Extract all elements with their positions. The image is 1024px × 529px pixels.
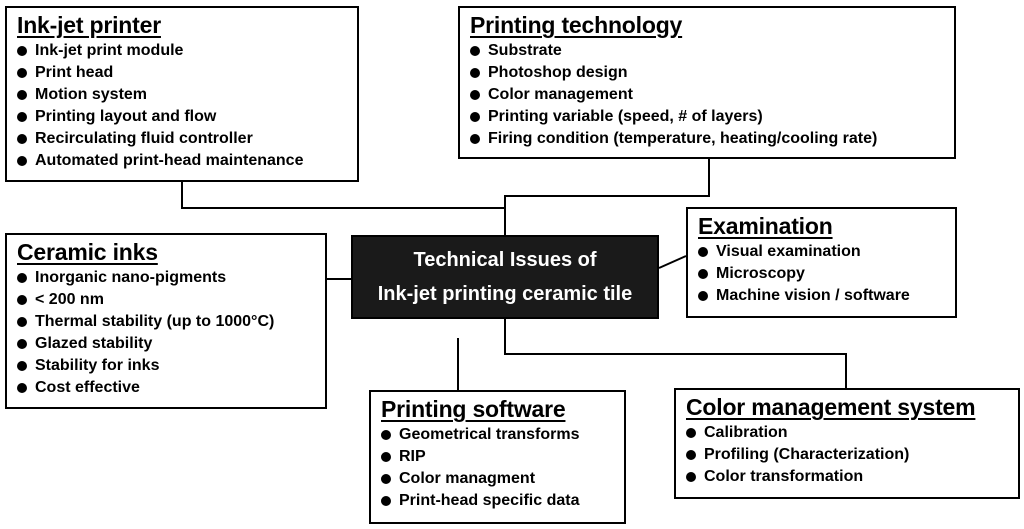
item-label: Recirculating fluid controller bbox=[35, 130, 253, 147]
item-label: RIP bbox=[399, 448, 426, 465]
item-label: Firing condition (temperature, heating/cooling rate) bbox=[488, 130, 878, 147]
list-item bbox=[470, 128, 946, 150]
item-label: Color managment bbox=[399, 470, 536, 487]
bullet-icon bbox=[470, 112, 480, 122]
list-item bbox=[381, 490, 616, 512]
item-label: Photoshop design bbox=[488, 64, 628, 81]
box-title-printing-software: Printing software bbox=[381, 396, 566, 422]
connector-printing-technology bbox=[505, 159, 709, 235]
bullet-icon bbox=[17, 383, 27, 393]
list-item bbox=[470, 106, 946, 128]
item-label: Inorganic nano-pigments bbox=[35, 269, 227, 286]
item-label: Substrate bbox=[488, 42, 562, 59]
list-item bbox=[470, 40, 946, 62]
item-label: Profiling (Characterization) bbox=[704, 446, 910, 463]
bullet-icon bbox=[17, 68, 27, 78]
list-item bbox=[17, 289, 317, 311]
list-item bbox=[17, 333, 317, 355]
list-item bbox=[17, 311, 317, 333]
box-title-color-management-system: Color management system bbox=[686, 394, 976, 420]
box-inkjet-printer bbox=[5, 6, 359, 182]
bullet-icon bbox=[698, 269, 708, 279]
item-list-color-management-system bbox=[686, 422, 1010, 488]
bullet-icon bbox=[470, 90, 480, 100]
bullet-icon bbox=[381, 452, 391, 462]
bullet-icon bbox=[17, 46, 27, 56]
item-list-printing-technology bbox=[470, 40, 946, 150]
item-label: < 200 nm bbox=[35, 291, 104, 308]
item-label: Motion system bbox=[35, 86, 148, 103]
list-item bbox=[17, 267, 317, 289]
center-topic-box bbox=[351, 235, 659, 319]
bullet-icon bbox=[470, 46, 480, 56]
list-item bbox=[698, 241, 947, 263]
list-item bbox=[381, 468, 616, 490]
item-label: Print-head specific data bbox=[399, 492, 580, 509]
bullet-icon bbox=[17, 134, 27, 144]
bullet-icon bbox=[698, 291, 708, 301]
item-label: Machine vision / software bbox=[716, 287, 910, 304]
box-title-examination: Examination bbox=[698, 213, 833, 239]
list-item bbox=[698, 263, 947, 285]
box-printing-technology bbox=[458, 6, 956, 159]
item-list-examination bbox=[698, 241, 947, 307]
bullet-icon bbox=[17, 295, 27, 305]
bullet-icon bbox=[470, 68, 480, 78]
box-color-management-system bbox=[674, 388, 1020, 499]
box-title-ceramic-inks: Ceramic inks bbox=[17, 239, 158, 265]
bullet-icon bbox=[17, 361, 27, 371]
bullet-icon bbox=[686, 428, 696, 438]
item-list-inkjet-printer bbox=[17, 40, 349, 172]
bullet-icon bbox=[381, 474, 391, 484]
list-item bbox=[686, 466, 1010, 488]
item-label: Cost effective bbox=[35, 379, 140, 396]
list-item bbox=[470, 62, 946, 84]
bullet-icon bbox=[17, 339, 27, 349]
list-item bbox=[17, 84, 349, 106]
item-label: Print head bbox=[35, 64, 114, 81]
list-item bbox=[686, 422, 1010, 444]
connector-inkjet-printer bbox=[182, 182, 505, 208]
bullet-icon bbox=[686, 450, 696, 460]
bullet-icon bbox=[470, 134, 480, 144]
list-item bbox=[17, 377, 317, 399]
item-label: Calibration bbox=[704, 424, 788, 441]
item-label: Printing layout and flow bbox=[35, 108, 217, 125]
bullet-icon bbox=[686, 472, 696, 482]
list-item bbox=[698, 285, 947, 307]
item-label: Printing variable (speed, # of layers) bbox=[488, 108, 763, 125]
box-printing-software bbox=[369, 390, 626, 524]
item-label: Geometrical transforms bbox=[399, 426, 580, 443]
item-list-printing-software bbox=[381, 424, 616, 512]
list-item bbox=[381, 424, 616, 446]
bullet-icon bbox=[381, 430, 391, 440]
list-item bbox=[470, 84, 946, 106]
item-label: Thermal stability (up to 1000°C) bbox=[35, 313, 275, 330]
bullet-icon bbox=[698, 247, 708, 257]
item-label: Automated print-head maintenance bbox=[35, 152, 304, 169]
item-label: Visual examination bbox=[716, 243, 861, 260]
bullet-icon bbox=[381, 496, 391, 506]
connector-examination bbox=[659, 256, 686, 268]
box-title-printing-technology: Printing technology bbox=[470, 12, 683, 38]
bullet-icon bbox=[17, 273, 27, 283]
item-list-ceramic-inks bbox=[17, 267, 317, 399]
item-label: Color transformation bbox=[704, 468, 864, 485]
item-label: Microscopy bbox=[716, 265, 805, 282]
item-label: Ink-jet print module bbox=[35, 42, 184, 59]
bullet-icon bbox=[17, 317, 27, 327]
list-item bbox=[17, 150, 349, 172]
list-item bbox=[17, 62, 349, 84]
bullet-icon bbox=[17, 112, 27, 122]
list-item bbox=[17, 355, 317, 377]
list-item bbox=[686, 444, 1010, 466]
bullet-icon bbox=[17, 156, 27, 166]
box-ceramic-inks bbox=[5, 233, 327, 409]
list-item bbox=[17, 128, 349, 150]
item-label: Stability for inks bbox=[35, 357, 160, 374]
box-examination bbox=[686, 207, 957, 318]
item-label: Glazed stability bbox=[35, 335, 153, 352]
list-item bbox=[17, 106, 349, 128]
list-item bbox=[381, 446, 616, 468]
connector-color-management-system bbox=[505, 319, 846, 388]
bullet-icon bbox=[17, 90, 27, 100]
item-label: Color management bbox=[488, 86, 633, 103]
center-title-line-1: Technical Issues of bbox=[413, 249, 597, 271]
center-title-line-2: Ink-jet printing ceramic tile bbox=[377, 283, 633, 305]
list-item bbox=[17, 40, 349, 62]
box-title-inkjet-printer: Ink-jet printer bbox=[17, 12, 161, 38]
